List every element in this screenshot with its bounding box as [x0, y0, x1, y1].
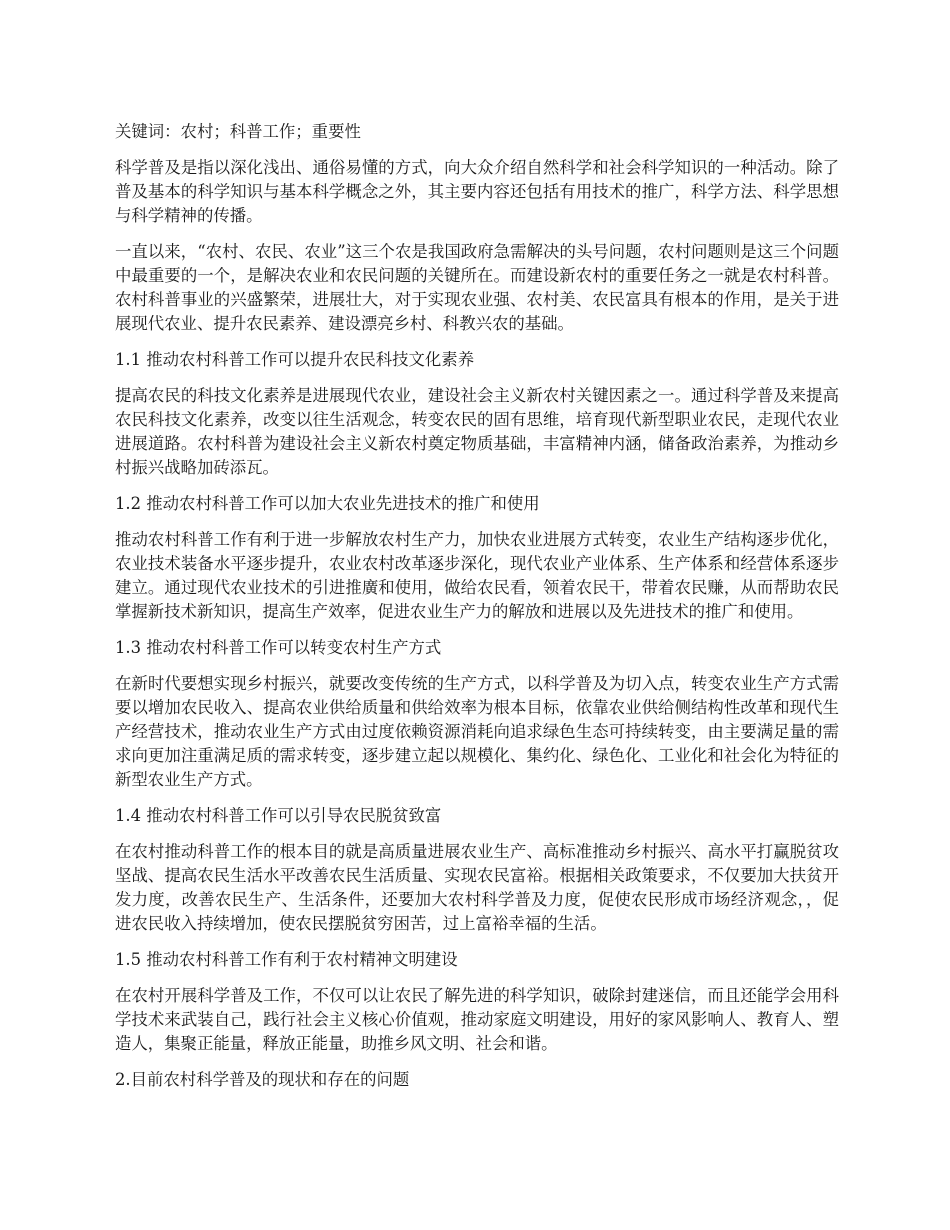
section-heading-1-4: 1.4 推动农村科普工作可以引导农民脱贫致富 — [115, 806, 442, 825]
document-page — [115, 120, 839, 1104]
section-body-1-3: 在新时代要想实现乡村振兴，就要改变传统的生产方式，以科学普及为切入点，转变农业生产方式需要以增加农民收入、提高农业供给质量和供给效率为根本目标，依靠农业供给侧结构性改革和现代生产经营技术，推动农业生产方式由过度依赖资源消耗向追求绿色生态可持续转变，由主要满足量的需求向更加注重满足质的需求转变，逐步建立起以规模化、集约化、绿色化、工业化和社会化为特征的新型农业生产方式。 — [115, 674, 839, 789]
section-body-1-5: 在农村开展科学普及工作，不仅可以让农民了解先进的科学知识，破除封建迷信，而且还能学会用科学技术来武装自己，践行社会主义核心价值观，推动家庭文明建设，用好的家风影响人、教育人、塑造人，集聚正能量，释放正能量，助推乡风文明、社会和谐。 — [115, 986, 839, 1053]
section-heading-1-1: 1.1 推动农村科普工作可以提升农民科技文化素养 — [115, 350, 475, 369]
intro-paragraph-2: 一直以来，“农村、农民、农业”这三个农是我国政府急需解决的头号问题，农村问题则是这三个问题中最重要的一个，是解决农业和农民问题的关键所在。而建设新农村的重要任务之一就是农村科普。农村科普事业的兴盛繁荣，进展壮大，对于实现农业强、农村美、农民富具有根本的作用，是关于进展现代农业、提升农民素养、建设漂亮乡村、科教兴农的基础。 — [115, 242, 839, 333]
intro-paragraph-1: 科学普及是指以深化浅出、通俗易懂的方式，向大众介绍自然科学和社会科学知识的一种活动。除了普及基本的科学知识与基本科学概念之外，其主要内容还包括有用技术的推广，科学方法、科学思想与科学精神的传播。 — [115, 158, 839, 225]
section-heading-2: 2.目前农村科学普及的现状和存在的问题 — [115, 1070, 410, 1089]
section-heading-1-2: 1.2 推动农村科普工作可以加大农业先进技术的推广和使用 — [115, 494, 540, 513]
section-body-1-1: 提高农民的科技文化素养是进展现代农业，建设社会主义新农村关键因素之一。通过科学普及来提高农民科技文化素养，改变以往生活观念，转变农民的固有思维，培育现代新型职业农民，走现代农业进展道路。农村科普为建设社会主义新农村奠定物质基础，丰富精神内涵，储备政治素养，为推动乡村振兴战略加砖添瓦。 — [115, 386, 839, 477]
keywords-line: 关键词：农村；科普工作；重要性 — [115, 122, 361, 141]
section-body-1-2: 推动农村科普工作有利于进一步解放农村生产力，加快农业进展方式转变，农业生产结构逐步优化，农业技术装备水平逐步提升，农业农村改革逐步深化，现代农业产业体系、生产体系和经营体系逐步建立。通过现代农业技术的引进推廣和使用，做给农民看，领着农民干，带着农民赚，从而帮助农民掌握新技术新知识，提高生产效率，促进农业生产力的解放和进展以及先进技术的推广和使用。 — [115, 530, 839, 621]
section-heading-1-5: 1.5 推动农村科普工作有利于农村精神文明建设 — [115, 950, 458, 969]
section-heading-1-3: 1.3 推动农村科普工作可以转变农村生产方式 — [115, 638, 442, 657]
section-body-1-4: 在农村推动科普工作的根本目的就是高质量进展农业生产、高标准推动乡村振兴、高水平打赢脱贫攻坚战、提高农民生活水平改善农民生活质量、实现农民富裕。根据相关政策要求，不仅要加大扶贫开发力度，改善农民生产、生活条件，还要加大农村科学普及力度，促使农民形成市场经济观念，，促进农民收入持续增加，使农民摆脱贫穷困苦，过上富裕幸福的生活。 — [115, 842, 839, 933]
